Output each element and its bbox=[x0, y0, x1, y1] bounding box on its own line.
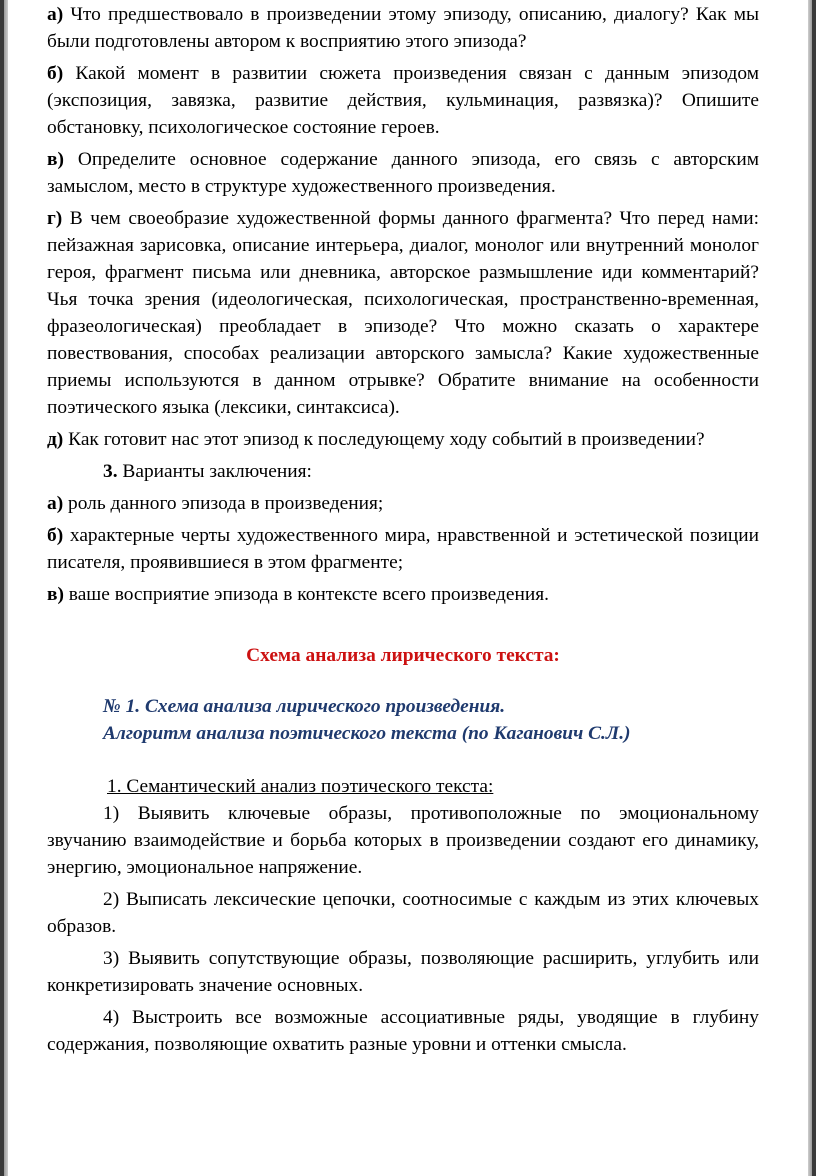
item-g bbox=[47, 205, 759, 421]
item-b bbox=[47, 60, 759, 141]
item-text: В чем своеобразие художественной формы данного фрагмента? Что перед нами: пейзажная зарисовка, описание интерьера, диалог, монолог или внутренний монолог героя, фрагмент письма или дневника, авторское размышление иди комментарий? Чья точка зрения (идеологическая, психологическая, пространственно-временная, фразеологическая) преобладает в эпизоде? Что можно сказать о характере повествования, способах реализации авторского замысла? Какие художественные приемы используются в данном отрывке? Обратите внимание на особенности поэтического языка (лексики, синтаксиса). bbox=[47, 208, 759, 418]
conclusion-item-v bbox=[47, 581, 759, 608]
item-label: а) bbox=[47, 493, 64, 514]
item-label: а) bbox=[47, 4, 64, 25]
item-text: ваше восприятие эпизода в контексте всего произведения. bbox=[68, 584, 550, 605]
item-d bbox=[47, 426, 759, 453]
item-label: д) bbox=[47, 429, 64, 450]
item-text: роль данного эпизода в произведения; bbox=[68, 493, 384, 514]
item-text: характерные черты художественного мира, нравственной и эстетической позиции писателя, проявившиеся в этом фрагменте; bbox=[47, 525, 759, 573]
item-label: г) bbox=[47, 208, 63, 229]
conclusion-item-b bbox=[47, 522, 759, 576]
page-left-border bbox=[0, 0, 8, 1176]
item-label: в) bbox=[47, 584, 64, 605]
scheme-subheading: № 1. Схема анализа лирического произведения. bbox=[103, 696, 506, 717]
semantic-step: 3) Выявить сопутствующие образы, позволяющие расширить, углубить или конкретизировать значение основных. bbox=[47, 948, 759, 996]
algorithm-subheading: Алгоритм анализа поэтического текста (по Каганович С.Л.) bbox=[103, 723, 631, 744]
item-v bbox=[47, 146, 759, 200]
page-right-border bbox=[808, 0, 816, 1176]
document-page bbox=[47, 1, 759, 1058]
semantic-step: 2) Выписать лексические цепочки, соотносимые с каждым из этих ключевых образов. bbox=[47, 889, 759, 937]
item-label: б) bbox=[47, 63, 64, 84]
semantic-section-title: 1. Семантический анализ поэтического текста: bbox=[107, 776, 494, 797]
item-label: б) bbox=[47, 525, 64, 546]
item-text: Определите основное содержание данного эпизода, его связь с авторским замыслом, место в структуре художественного произведения. bbox=[47, 149, 759, 197]
item-text: Как готовит нас этот эпизод к последующему ходу событий в произведении? bbox=[68, 429, 705, 450]
lyric-analysis-heading: Схема анализа лирического текста: bbox=[246, 645, 560, 666]
semantic-step: 1) Выявить ключевые образы, противоположные по эмоциональному звучанию взаимодействие и борьба которых в произведении создают его динамику, энергию, эмоциональное напряжение. bbox=[47, 803, 759, 878]
item-text: Что предшествовало в произведении этому эпизоду, описанию, диалогу? Как мы были подготовлены автором к восприятию этого эпизода? bbox=[47, 4, 759, 52]
conclusion-heading bbox=[47, 458, 759, 485]
conclusion-title: Варианты заключения: bbox=[122, 461, 312, 482]
item-a bbox=[47, 1, 759, 55]
conclusion-item-a bbox=[47, 490, 759, 517]
semantic-step: 4) Выстроить все возможные ассоциативные ряды, уводящие в глубину содержания, позволяющие охватить разные уровни и оттенки смысла. bbox=[47, 1007, 759, 1055]
item-label: в) bbox=[47, 149, 64, 170]
item-text: Какой момент в развитии сюжета произведения связан с данным эпизодом (экспозиция, завязка, развитие действия, кульминация, развязка)? Опишите обстановку, психологическое состояние героев. bbox=[47, 63, 759, 138]
conclusion-number: 3. bbox=[103, 461, 118, 482]
